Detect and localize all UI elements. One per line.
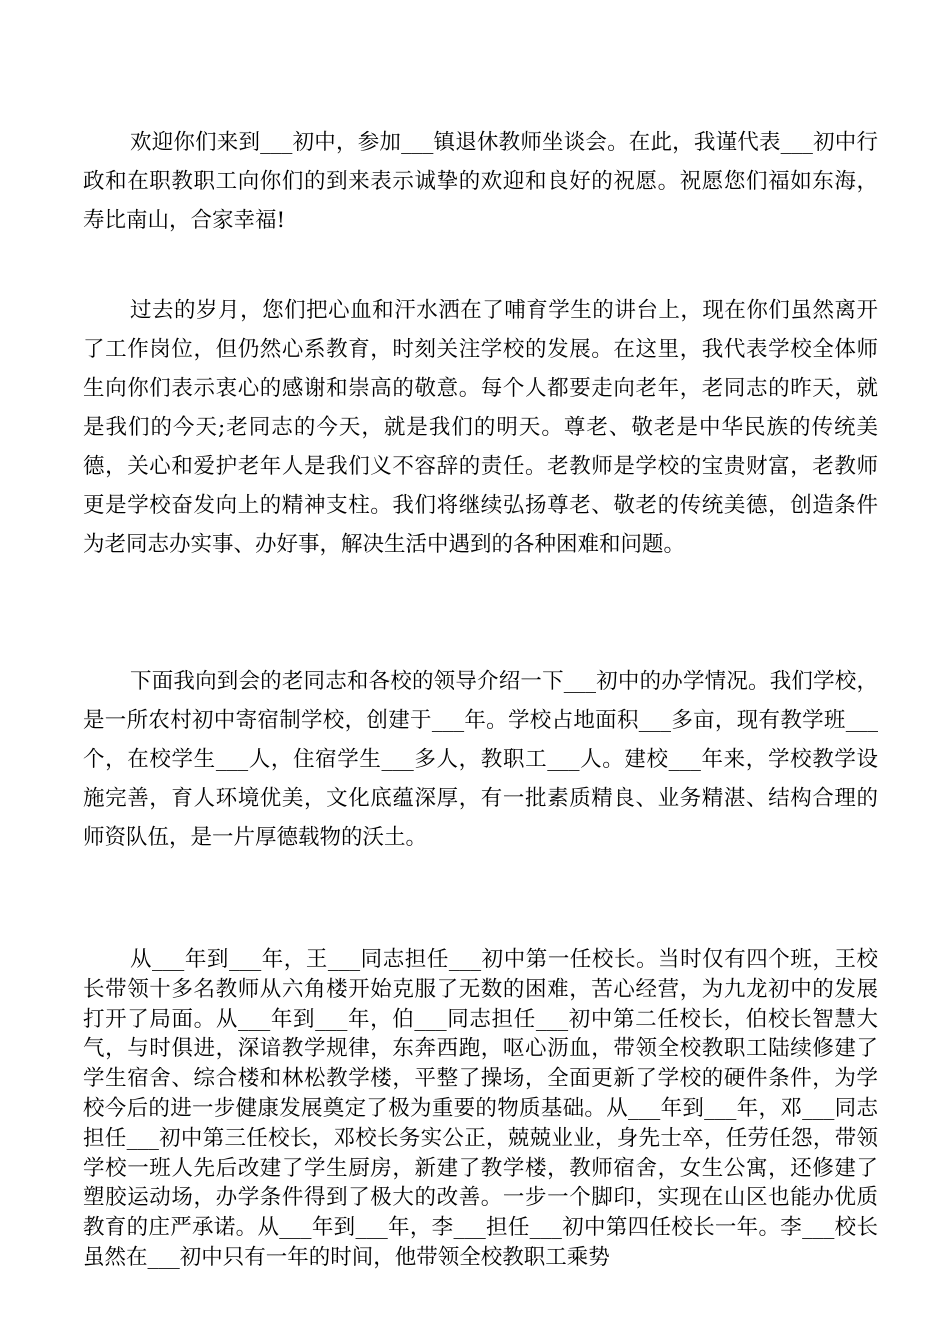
paragraph-history: 从___年到___年，王___同志担任___初中第一任校长。当时仅有四个班，王校长带领十多名教师从六角楼开始克服了无数的困难，苦心经营，为九龙初中的发展打开了局面。从___年到___年，伯___同志担任___初中第二任校长，伯校长智慧大气，与时俱进，深谙教学规律，东奔西跑，呕心沥血，带领全校教职工陆续修建了学生宿舍、综合楼和林松教学楼，平整了操场，全面更新了学校的硬件条件，为学校今后的进一步健康发展奠定了极为重要的物质基础。从___年到___年，邓___同志担任___初中第三任校长，邓校长务实公正，兢兢业业，身先士卒，任劳任怨，带领学校一班人先后改建了学生厨房，新建了教学楼，教师宿舍，女生公寓，还修建了塑胶运动场，办学条件得到了极大的改善。一步一个脚印，实现在山区也能办优质教育的庄严承诺。从___年到___年，李___担任___初中第四任校长一年。李___校长虽然在___初中只有一年的时间，他带领全校教职工乘势 [83, 947, 878, 1270]
paragraph-school-intro: 下面我向到会的老同志和各校的领导介绍一下___初中的办学情况。我们学校，是一所农村初中寄宿制学校，创建于___年。学校占地面积___多亩，现有教学班___个，在校学生___人，住宿学生___多人，教职工___人。建校___年来，学校教学设施完善，育人环境优美，文化底蕴深厚，有一批素质精良、业务精湛、结构合理的师资队伍，是一片厚德载物的沃土。 [83, 669, 878, 850]
paragraph-welcome: 欢迎你们来到___初中，参加___镇退休教师坐谈会。在此，我谨代表___初中行政和在职教职工向你们的到来表示诚挚的欢迎和良好的祝愿。祝愿您们福如东海，寿比南山，合家幸福! [83, 130, 878, 233]
paragraph-gratitude: 过去的岁月，您们把心血和汗水洒在了哺育学生的讲台上，现在你们虽然离开了工作岗位，但仍然心系教育，时刻关注学校的发展。在这里，我代表学校全体师生向你们表示衷心的感谢和崇高的敬意。每个人都要走向老年，老同志的昨天，就是我们的今天;老同志的今天，就是我们的明天。尊老、敬老是中华民族的传统美德，关心和爱护老年人是我们义不容辞的责任。老教师是学校的宝贵财富，老教师更是学校奋发向上的精神支柱。我们将继续弘扬尊老、敬老的传统美德，创造条件为老同志办实事、办好事，解决生活中遇到的各种困难和问题。 [83, 298, 878, 557]
